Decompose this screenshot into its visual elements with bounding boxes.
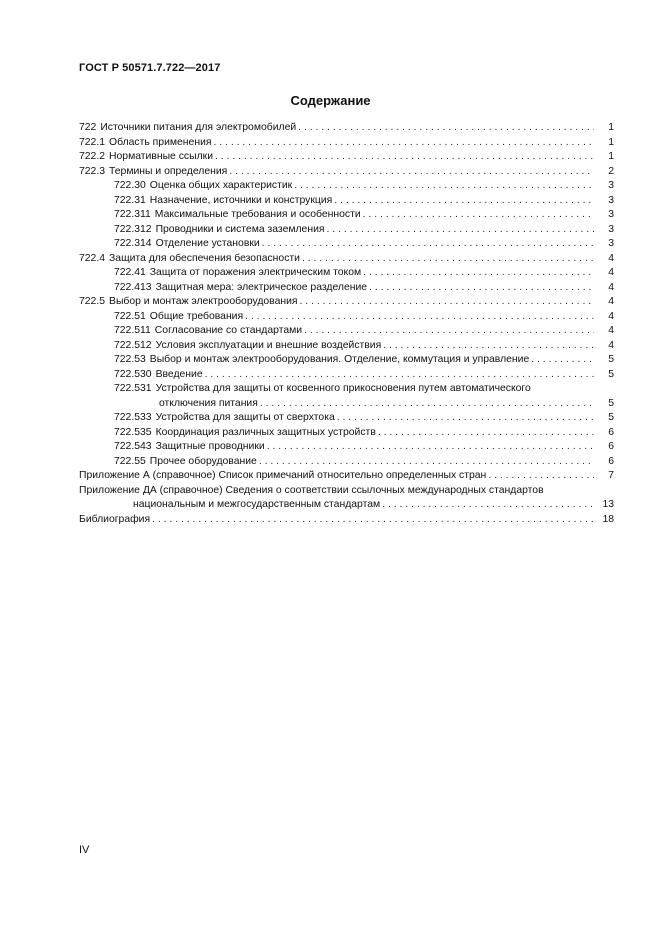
toc-entry-label — [114, 455, 257, 470]
toc-entry[interactable] — [79, 513, 614, 528]
toc-entry-text: Проводники и система заземления — [155, 223, 325, 235]
toc-entry-text: Защитные проводники — [155, 441, 265, 452]
toc-entry[interactable] — [79, 266, 614, 281]
toc-entry-number: 722.512 — [114, 339, 152, 351]
toc-leader-dots — [152, 513, 594, 528]
toc-entry-label — [79, 136, 212, 151]
toc-entry-text: Назначение, источники и конструкция — [149, 194, 333, 206]
toc-entry-page: 3 — [608, 238, 614, 249]
toc-entry-number: 722.533 — [114, 412, 152, 423]
toc-entry-label — [79, 469, 486, 484]
toc-entry-page: 5 — [608, 412, 614, 423]
toc-entry[interactable] — [79, 150, 614, 165]
toc-entry-text: Приложение А (справочное) Список примечаний относительно определенных стран — [79, 470, 487, 481]
toc-entry[interactable] — [79, 295, 614, 310]
toc-entry[interactable] — [79, 208, 614, 223]
toc-entry-page: 7 — [608, 470, 614, 481]
toc-entry-number: 722.530 — [114, 368, 152, 380]
toc-entry-label — [79, 484, 544, 499]
toc-entry[interactable] — [79, 368, 614, 383]
toc-entry-label — [114, 194, 332, 209]
toc-entry-label — [114, 411, 335, 426]
toc-leader-dots — [363, 208, 594, 223]
toc-leader-dots — [245, 310, 594, 325]
toc-entry-text: Общие требования — [149, 310, 244, 322]
toc-leader-dots — [337, 411, 594, 426]
toc-leader-dots — [363, 266, 594, 281]
toc-entry-label — [114, 266, 361, 281]
toc-entry[interactable] — [79, 310, 614, 325]
toc-entry-text-continued: отключения питания — [159, 397, 258, 409]
toc-leader-dots — [488, 469, 594, 484]
toc-entry-label — [114, 426, 376, 441]
toc-entry-number: 722.413 — [114, 281, 152, 293]
toc-entry-continuation[interactable] — [79, 397, 614, 412]
toc-entry-continuation[interactable] — [79, 498, 614, 513]
toc-entry-number: 722.511 — [114, 325, 151, 336]
toc-entry-number: 722.311 — [114, 209, 151, 220]
toc-entry-text: Координация различных защитных устройств — [155, 426, 376, 438]
toc-entry-page: 5 — [608, 368, 614, 380]
document-code: ГОСТ Р 50571.7.722—2017 — [79, 62, 221, 74]
toc-entry[interactable] — [79, 469, 614, 484]
toc-entry-text: Защитная мера: электрическое разделение — [155, 281, 368, 293]
toc-entry-number: 722.30 — [114, 180, 146, 191]
toc-entry-label — [114, 368, 203, 383]
toc-entry-page: 2 — [608, 165, 614, 177]
toc-entry-label — [79, 121, 296, 136]
toc-entry[interactable] — [79, 353, 614, 368]
toc-entry-text: Защита от поражения электрическим током — [149, 267, 362, 278]
toc-entry-label — [79, 150, 213, 165]
toc-entry-label — [79, 252, 300, 267]
toc-entry-text: Отделение установки — [155, 238, 260, 249]
toc-entry[interactable] — [79, 426, 614, 441]
toc-leader-dots — [294, 179, 594, 194]
toc-entry-number: 722.312 — [114, 223, 152, 235]
toc-entry-page: 1 — [608, 122, 614, 133]
toc-entry-page: 3 — [608, 180, 614, 191]
toc-entry[interactable] — [79, 136, 614, 151]
toc-entry-number: 722.2 — [79, 151, 106, 162]
toc-entry-number: 722.4 — [79, 252, 106, 264]
toc-leader-dots — [334, 194, 594, 209]
toc-entry-text: Выбор и монтаж электрооборудования — [109, 296, 298, 307]
toc-entry-number: 722.31 — [114, 194, 146, 206]
toc-entry[interactable] — [79, 324, 614, 339]
toc-entry-text: Прочее оборудование — [149, 455, 257, 467]
toc-entry[interactable] — [79, 339, 614, 354]
toc-entry-label — [114, 353, 529, 368]
toc-entry-label — [114, 237, 260, 252]
toc-entry[interactable] — [79, 382, 614, 397]
toc-entry-label — [114, 324, 302, 339]
toc-entry-label — [114, 223, 325, 238]
toc-entry[interactable] — [79, 281, 614, 296]
table-of-contents — [79, 121, 614, 527]
toc-leader-dots — [215, 150, 594, 165]
toc-leader-dots — [205, 368, 594, 383]
toc-entry-text: Условия эксплуатации и внешние воздействия — [155, 339, 382, 351]
toc-leader-dots — [229, 165, 594, 180]
toc-entry-text: Источники питания для электромобилей — [100, 122, 297, 133]
toc-entry-page: 4 — [608, 267, 614, 278]
toc-entry-number: 722.1 — [79, 136, 106, 148]
toc-entry-text: Оценка общих характеристик — [149, 180, 293, 191]
toc-entry-number: 722.3 — [79, 165, 106, 177]
toc-entry-page: 13 — [602, 499, 614, 510]
toc-entry-number: 722.41 — [114, 267, 146, 278]
toc-entry-page: 3 — [608, 194, 614, 206]
toc-entry[interactable] — [79, 237, 614, 252]
toc-entry-text: Нормативные ссылки — [109, 151, 213, 162]
toc-entry-page: 4 — [608, 325, 614, 336]
toc-entry-page: 4 — [608, 281, 614, 293]
toc-title: Содержание — [290, 93, 371, 108]
toc-entry[interactable] — [79, 484, 614, 499]
toc-leader-dots — [383, 339, 594, 354]
toc-entry-text: Максимальные требования и особенности — [154, 209, 361, 220]
toc-leader-dots — [267, 440, 594, 455]
toc-leader-dots — [327, 223, 594, 238]
toc-entry-label — [114, 208, 361, 223]
toc-leader-dots — [214, 136, 595, 151]
toc-entry-number: 722.5 — [79, 296, 106, 307]
toc-entry-page: 4 — [608, 310, 614, 322]
toc-entry-number: 722.51 — [114, 310, 146, 322]
toc-entry-text: Защита для обеспечения безопасности — [109, 252, 300, 264]
toc-entry-number: 722.535 — [114, 426, 152, 438]
toc-entry-label — [114, 281, 367, 296]
toc-entry-text: Термины и определения — [109, 165, 228, 177]
toc-entry-text: Устройства для защиты от сверхтока — [155, 412, 335, 423]
toc-entry-page: 5 — [608, 354, 614, 365]
toc-entry-page: 1 — [608, 136, 614, 148]
toc-entry-number: 722 — [79, 122, 97, 133]
toc-entry-text: Выбор и монтаж электрооборудования. Отделение, коммутация и управление — [149, 354, 530, 365]
toc-leader-dots — [304, 324, 594, 339]
toc-entry-number: 722.53 — [114, 354, 146, 365]
toc-entry-page: 6 — [608, 441, 614, 452]
toc-leader-dots — [262, 237, 594, 252]
toc-entry-page: 6 — [608, 426, 614, 438]
toc-entry[interactable] — [79, 252, 614, 267]
toc-entry-text: Область применения — [109, 136, 212, 148]
toc-entry-label — [114, 179, 292, 194]
toc-entry-page: 1 — [608, 151, 614, 162]
toc-entry-text: Согласование со стандартами — [154, 325, 303, 336]
toc-entry-label — [114, 440, 265, 455]
toc-entry-page: 3 — [608, 223, 614, 235]
toc-entry-number: 722.543 — [114, 441, 152, 452]
toc-entry-page: 4 — [608, 296, 614, 307]
toc-entry-page: 4 — [608, 252, 614, 264]
toc-entry-number: 722.55 — [114, 455, 146, 467]
toc-entry-label — [79, 513, 150, 528]
toc-leader-dots — [302, 252, 594, 267]
page-number: IV — [79, 844, 90, 856]
toc-entry-label — [79, 165, 227, 180]
toc-leader-dots — [298, 121, 594, 136]
toc-leader-dots — [531, 353, 594, 368]
toc-entry[interactable] — [79, 223, 614, 238]
toc-entry-text: Введение — [155, 368, 203, 380]
toc-entry-page: 3 — [608, 209, 614, 220]
toc-entry[interactable] — [79, 440, 614, 455]
toc-entry-text: Устройства для защиты от косвенного прикосновения путем автоматического — [155, 383, 531, 394]
toc-entry-label — [114, 339, 381, 354]
toc-entry[interactable] — [79, 179, 614, 194]
toc-leader-dots — [369, 281, 594, 296]
toc-leader-dots — [300, 295, 594, 310]
toc-entry-number: 722.531 — [114, 383, 152, 394]
toc-entry-label — [114, 382, 531, 397]
toc-leader-dots — [382, 498, 594, 513]
toc-entry[interactable] — [79, 411, 614, 426]
toc-entry[interactable] — [79, 165, 614, 180]
toc-entry-page: 18 — [602, 513, 614, 525]
toc-entry-text: Приложение ДА (справочное) Сведения о соответствии ссылочных международных стандартов — [79, 484, 544, 496]
toc-entry-page: 4 — [608, 339, 614, 351]
toc-leader-dots — [378, 426, 594, 441]
toc-leader-dots — [260, 397, 594, 412]
toc-entry[interactable] — [79, 194, 614, 209]
toc-entry-page: 5 — [608, 397, 614, 409]
toc-entry-text-continued: национальным и межгосударственным стандартам — [133, 499, 381, 510]
toc-entry-page: 6 — [608, 455, 614, 467]
toc-entry[interactable] — [79, 455, 614, 470]
toc-leader-dots — [259, 455, 594, 470]
toc-entry-label — [114, 310, 243, 325]
toc-entry-label — [79, 295, 298, 310]
toc-entry-text: Библиография — [79, 513, 151, 525]
toc-entry[interactable] — [79, 121, 614, 136]
toc-entry-number: 722.314 — [114, 238, 152, 249]
